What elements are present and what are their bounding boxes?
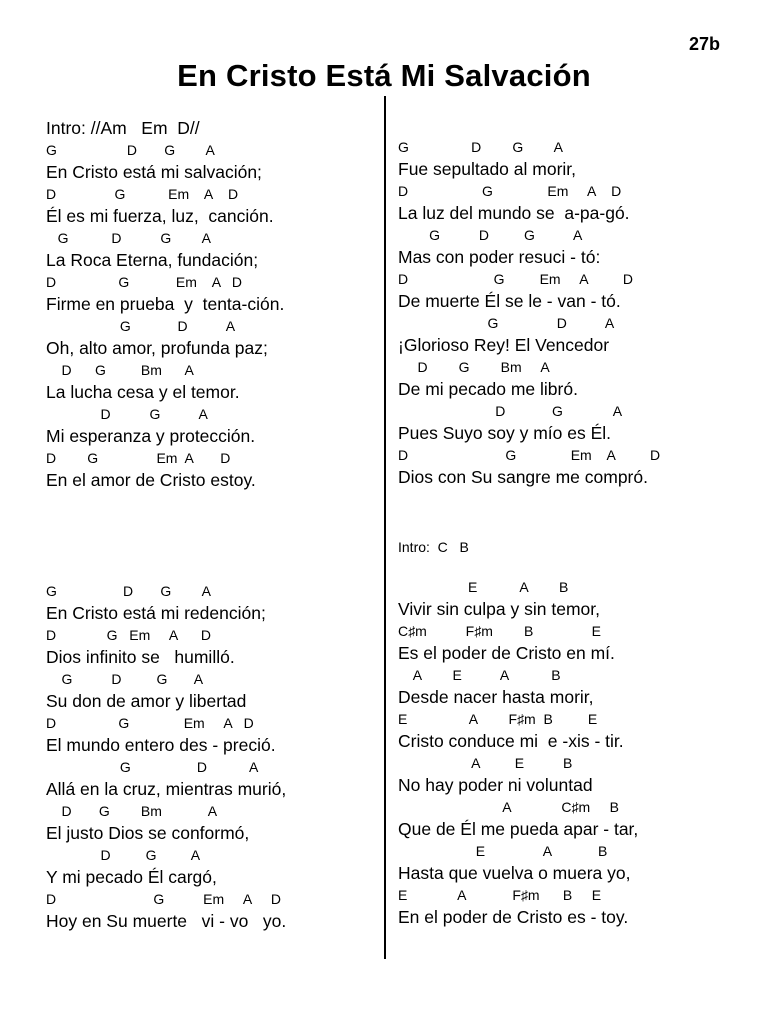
lyric-line: Oh, alto amor, profunda paz; bbox=[46, 338, 268, 358]
lyric-line: El justo Dios se conformó, bbox=[46, 823, 250, 843]
lyric-line: Vivir sin culpa y sin temor, bbox=[398, 599, 600, 619]
verse-2 bbox=[46, 580, 286, 932]
chord-line: G D A bbox=[46, 759, 259, 775]
chord-line: D G Em A D bbox=[46, 715, 254, 731]
chord-line: G D G A bbox=[398, 139, 563, 155]
lyric-line: Firme en prueba y tenta-ción. bbox=[46, 294, 285, 314]
chord-line: E A F♯m B E bbox=[398, 711, 598, 727]
lyric-line: Hasta que vuelva o muera yo, bbox=[398, 863, 631, 883]
lyric-line: Allá en la cruz, mientras murió, bbox=[46, 779, 287, 799]
chord-line: D G Em A D bbox=[46, 627, 211, 643]
lyric-line: La lucha cesa y el temor. bbox=[46, 382, 240, 402]
lyric-line: No hay poder ni voluntad bbox=[398, 775, 593, 795]
chord-line: G D A bbox=[46, 318, 236, 334]
lyric-line: Pues Suyo soy y mío es Él. bbox=[398, 423, 612, 443]
chord-line: E A B bbox=[398, 579, 569, 595]
verse-3 bbox=[398, 136, 660, 488]
lyric-line: De muerte Él se le - van - tó. bbox=[398, 291, 621, 311]
lyric-line: Él es mi fuerza, luz, canción. bbox=[46, 206, 274, 226]
chord-line: D G Em A D bbox=[398, 271, 633, 287]
lyric-line: Hoy en Su muerte vi - vo yo. bbox=[46, 911, 287, 931]
chord-line: D G A bbox=[46, 406, 208, 422]
lyric-line: En el poder de Cristo es - toy. bbox=[398, 907, 629, 927]
lyric-line: La luz del mundo se a-pa-gó. bbox=[398, 203, 630, 223]
lyric-line: Cristo conduce mi e -xis - tir. bbox=[398, 731, 624, 751]
chord-line: G D G A bbox=[46, 142, 215, 158]
lyric-line: Mi esperanza y protección. bbox=[46, 426, 256, 446]
lyric-line: Su don de amor y libertad bbox=[46, 691, 247, 711]
lyric-line: De mi pecado me libró. bbox=[398, 379, 578, 399]
lyric-line: Desde nacer hasta morir, bbox=[398, 687, 594, 707]
chord-line: A E B bbox=[398, 755, 573, 771]
verse-1 bbox=[46, 117, 284, 491]
lyric-line: Es el poder de Cristo en mí. bbox=[398, 643, 615, 663]
page-number: 27b bbox=[688, 34, 720, 54]
chord-line: G D A bbox=[398, 315, 615, 331]
lyric-line: En Cristo está mi redención; bbox=[46, 603, 266, 623]
chord-line: D G Bm A bbox=[46, 362, 194, 378]
chord-line: D G Em A D bbox=[398, 183, 622, 199]
chord-line: G D G A bbox=[46, 671, 204, 687]
chord-line: D G Em A D bbox=[46, 891, 281, 907]
chord-line: D G Em A D bbox=[46, 274, 243, 290]
chord-line: D G Em A D bbox=[398, 447, 661, 463]
lyric-line: Y mi pecado Él cargó, bbox=[46, 867, 217, 887]
song-title: En Cristo Está Mi Salvación bbox=[177, 58, 591, 93]
chord-line: D G A bbox=[46, 847, 201, 863]
lyric-line: En Cristo está mi salvación; bbox=[46, 162, 262, 182]
lyric-line: Que de Él me pueda apar - tar, bbox=[398, 819, 639, 839]
lyric-line: La Roca Eterna, fundación; bbox=[46, 250, 259, 270]
intro-chords: Intro: C B bbox=[398, 539, 469, 555]
chord-line: A E A B bbox=[398, 667, 561, 683]
chord-line: D G Bm A bbox=[398, 359, 550, 375]
chord-line: G D G A bbox=[46, 230, 211, 246]
lyric-line: Dios con Su sangre me compró. bbox=[398, 467, 648, 487]
chord-line: A C♯m B bbox=[398, 799, 619, 815]
lyric-line: En el amor de Cristo estoy. bbox=[46, 470, 256, 490]
chord-line: G D G A bbox=[398, 227, 583, 243]
lyric-line: Mas con poder resuci - tó: bbox=[398, 247, 601, 267]
chord-line: E A B bbox=[398, 843, 608, 859]
lyric-line: Fue sepultado al morir, bbox=[398, 159, 577, 179]
chord-line: G D G A bbox=[46, 583, 211, 599]
lyric-line: Dios infinito se humilló. bbox=[46, 647, 235, 667]
chorus bbox=[398, 576, 638, 928]
lyric-line: El mundo entero des - preció. bbox=[46, 735, 276, 755]
chord-line: D G Bm A bbox=[46, 803, 218, 819]
lyric-line: ¡Glorioso Rey! El Vencedor bbox=[398, 335, 610, 355]
chord-line: D G A bbox=[398, 403, 623, 419]
chord-line: E A F♯m B E bbox=[398, 887, 602, 903]
chord-line: C♯m F♯m B E bbox=[398, 623, 602, 639]
chord-line: D G Em A D bbox=[46, 450, 231, 466]
chorus-intro bbox=[398, 536, 469, 558]
column-divider bbox=[384, 96, 386, 959]
chord-line: D G Em A D bbox=[46, 186, 239, 202]
lyric-line: Intro: //Am Em D// bbox=[46, 118, 200, 138]
